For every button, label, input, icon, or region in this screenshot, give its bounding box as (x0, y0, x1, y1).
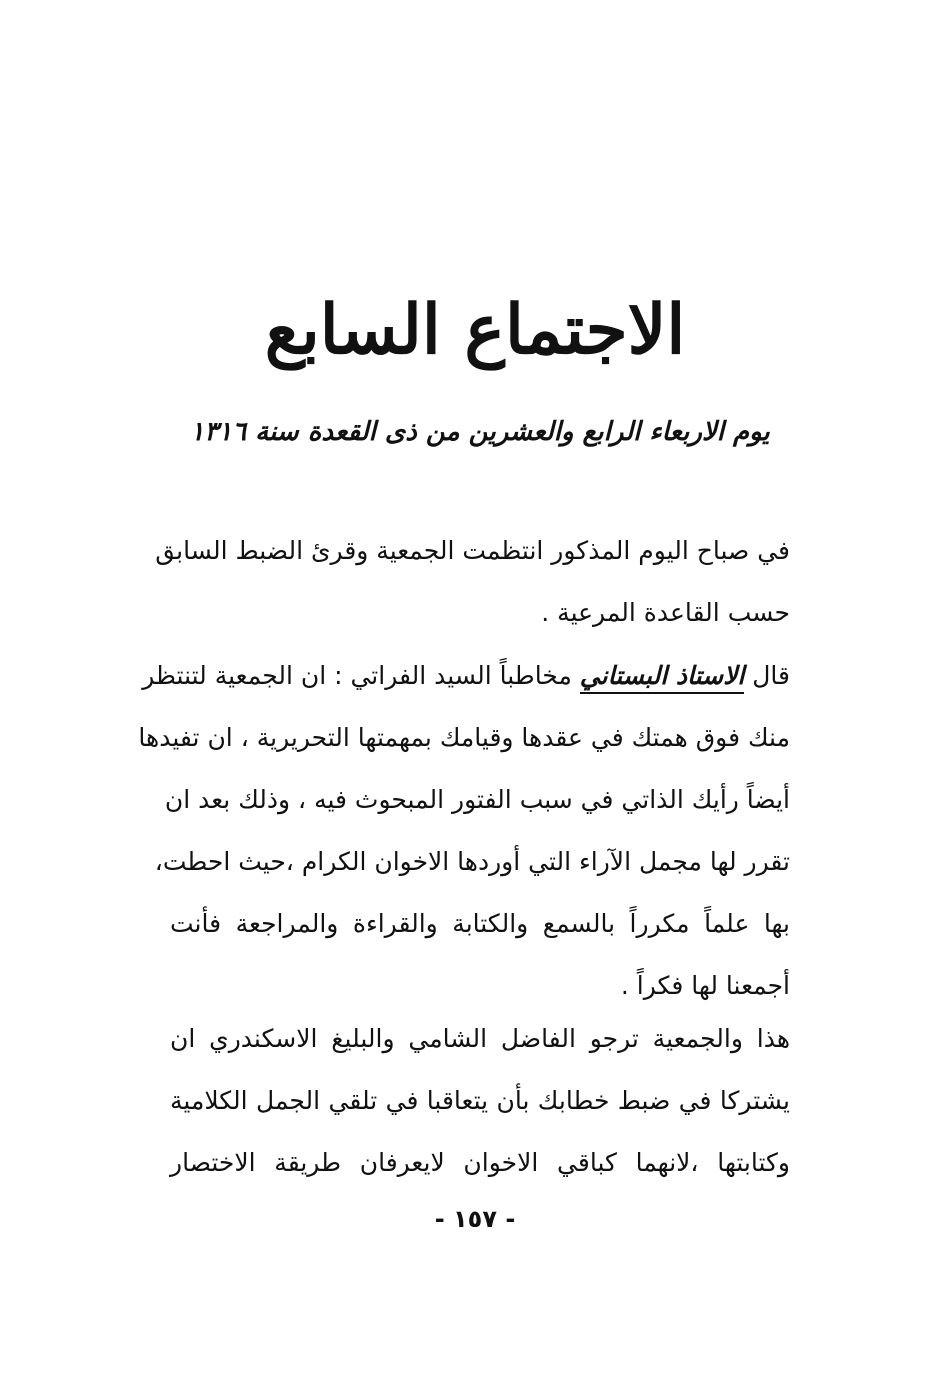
page-number: - ١٥٧ - (434, 1205, 516, 1233)
paragraph-2-line-3: أيضاً رأيك الذاتي في سبب الفتور المبحوث فيه ، وذلك بعد ان (164, 785, 790, 814)
paragraph-2 (138, 645, 790, 1017)
meeting-date-subtitle: يوم الاربعاء الرابع والعشرين من ذى القعدة سنة ١٣١٦ (190, 417, 770, 447)
said-word: قال (752, 661, 790, 690)
paragraph-2-line-4: تقرر لها مجمل الآراء التي أوردها الاخوان الكرام ،حيث احطت، (154, 847, 790, 876)
speaker-name: الاستاذ البستاني (580, 661, 745, 694)
paragraph-3-line-3: وكتابتها ،لانهما كباقي الاخوان لايعرفان طريقة الاختصار (170, 1148, 790, 1177)
page-title: الاجتماع السابع (264, 290, 686, 370)
paragraph-3-line-2: يشتركا في ضبط خطابك بأن يتعاقبا في تلقي الجمل الكلامية (170, 1086, 790, 1115)
paragraph-2-line-1 (142, 645, 790, 707)
paragraph-2-line-1-rest: مخاطباً السيد الفراتي : ان الجمعية لتنتظر (142, 661, 572, 690)
paragraph-2-line-2: منك فوق همتك في عقدها وقيامك بمهمتها التحريرية ، ان تفيدها (138, 723, 790, 752)
paragraph-1 (155, 520, 790, 644)
paragraph-3-line-1: هذا والجمعية ترجو الفاضل الشامي والبليغ الاسكندري ان (170, 1024, 790, 1053)
paragraph-1-line-2: حسب القاعدة المرعية . (541, 598, 790, 627)
paragraph-2-line-6: أجمعنا لها فكراً . (620, 971, 790, 1000)
paragraph-3 (170, 1008, 790, 1194)
paragraph-1-line-1: في صباح اليوم المذكور انتظمت الجمعية وقرئ الضبط السابق (155, 536, 790, 565)
paragraph-2-line-5: بها علماً مكرراً بالسمع والكتابة والقراءة والمراجعة فأنت (170, 909, 790, 938)
